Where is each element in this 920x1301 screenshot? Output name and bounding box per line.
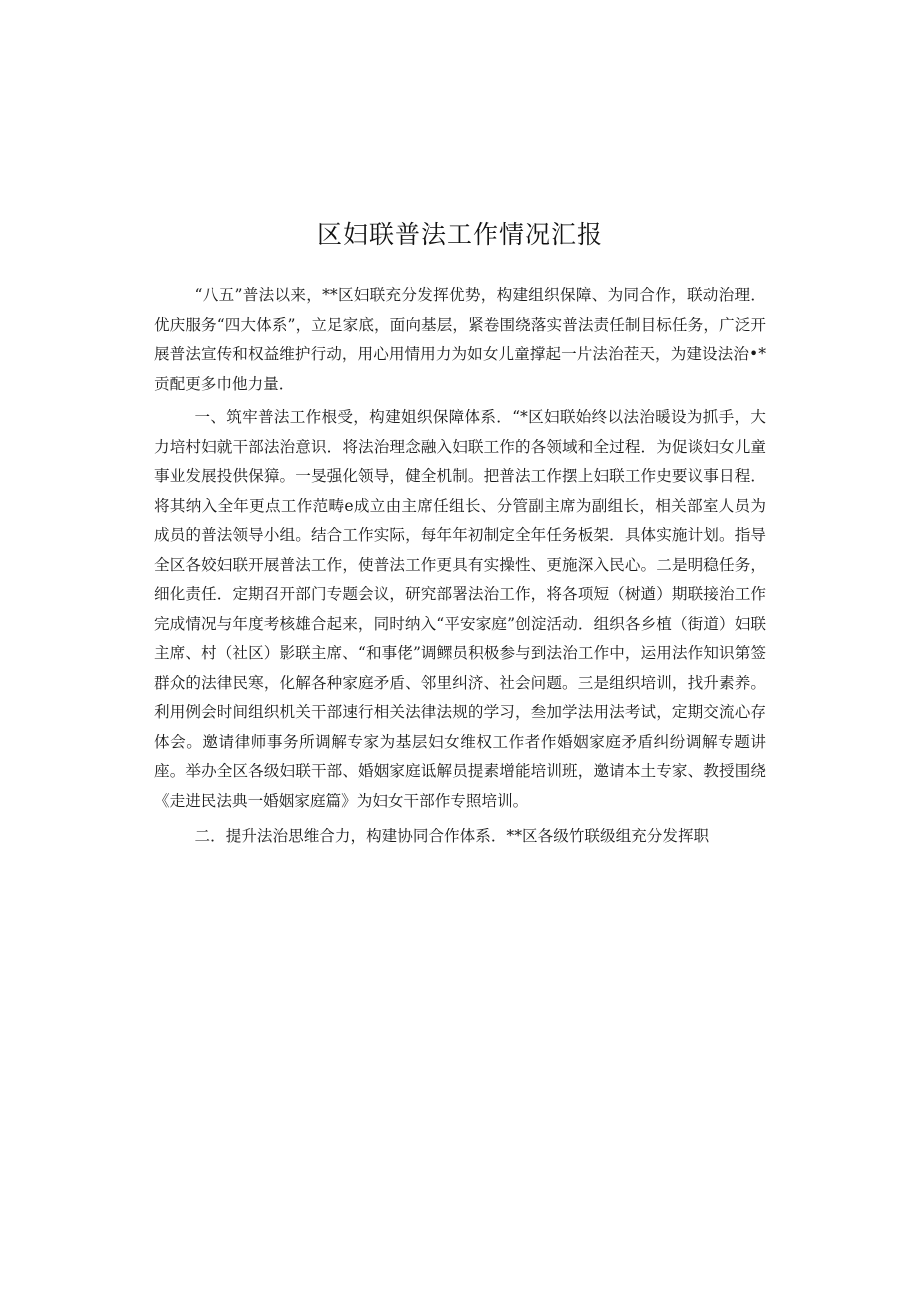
document-body [154, 281, 766, 852]
paragraph-section-two: 二．提升法治思维合力，构建协同合作体系．**区各级竹联级组充分发挥职 [194, 827, 710, 845]
paragraph-section-one: 一、筑牢普法工作根受，构建姐织保障体系．“*区妇联始终以法治暖设为抓手，大力培村妇就干部法治意识．将法治理念融入妇联工作的各领域和全过程．为促谈妇女儿童事业发展投供保獐。一旻强化领导，健全机制。把普法工作摆上妇联工作史要议事日程．将其纳入全年更点工作范畴e成立由主席任组长、分管副主席为副组长，相关部室人员为成员的普法领导小组。结合工作实际，每年年初制定全年任务板架．具体实施计划。指导全区各姣妇联开展普法工作，使普法工作更具有实操性、更施深入民心。二是明稳任务，细化责任．定期召开部门专题会议，研究部署法治工作，将各项短（树遒）期联接治工作完成情况与年度考核雄合起来，同时纳入“平安家庭”创淀活动．组织各乡植（街道）妇联主席、村（社区）影联主席、“和事佬”调鳏员积极参与到法治工作中，运用法作知识第签群众的法律民寒，化解各种家庭矛盾、邻里纠济、社会问题。三是组织培训，找升素养。利用例会时间组织机关干部速行相关法律法规的学习，叁加学法用法考试，定期交流心存体会。邀请律师事务所调解专家为基层妇女维权工作者作婚姻家庭矛盾纠纷调解专题讲座。举办全区各级妇联干部、婚姻家庭诋解员提素增能培训班，邀请本土专家、教授围绕《走进民法典一婚姻家庭篇》为妇女干部作专照培训。 [154, 408, 766, 810]
document-title: 区妇联普法工作情况汇报 [316, 220, 603, 249]
paragraph-intro: “八五”普法以来，**区妇联充分发挥优势，构建组织保障、为同合作，联动治理．优庆服务“四大体系”，立足家底，面向基层，紧卷围绕落实普法责任制目标任务，广泛开展普法宣传和权益维护行动，用心用情用力为如女儿童撑起一片法治茬天，为建设法治•*贡配更多巾他力量． [154, 286, 766, 393]
